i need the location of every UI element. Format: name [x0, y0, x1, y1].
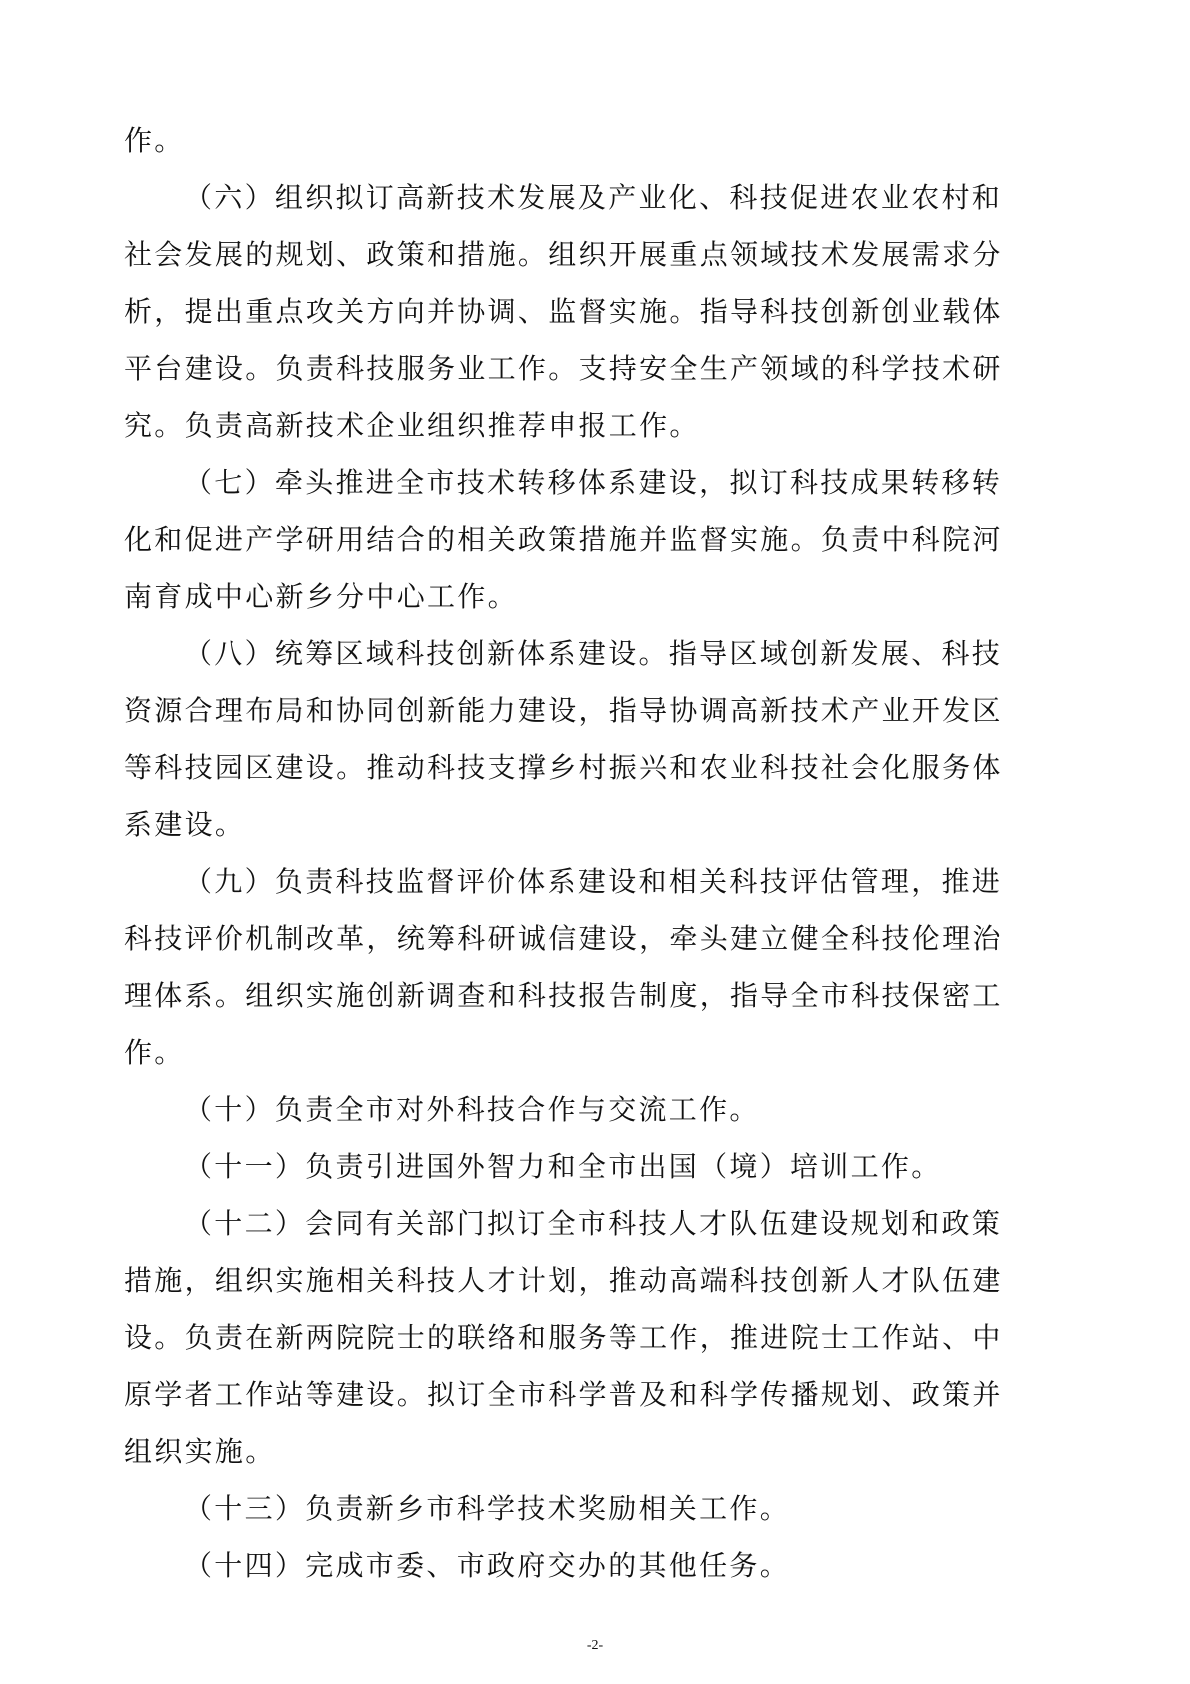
text-line: （十四）完成市委、市政府交办的其他任务。: [184, 1549, 791, 1582]
text-line: （十三）负责新乡市科学技术奖励相关工作。: [184, 1492, 791, 1525]
text-line: 社会发展的规划、政策和措施。组织开展重点领域技术发展需求分: [124, 238, 1003, 271]
text-line: 科技评价机制改革，统筹科研诚信建设，牵头建立健全科技伦理治: [124, 922, 1003, 955]
text-line: 措施，组织实施相关科技人才计划，推动高端科技创新人才队伍建: [124, 1264, 1003, 1297]
text-line: （七）牵头推进全市技术转移体系建设，拟订科技成果转移转: [184, 466, 1003, 499]
text-line: 析，提出重点攻关方向并协调、监督实施。指导科技创新创业载体: [124, 295, 1003, 328]
text-line: 原学者工作站等建设。拟订全市科学普及和科学传播规划、政策并: [124, 1378, 1003, 1411]
document-body: [124, 112, 1068, 1594]
text-line: 作。: [124, 124, 185, 157]
text-line: 究。负责高新技术企业组织推荐申报工作。: [124, 409, 700, 442]
text-line: 化和促进产学研用结合的相关政策措施并监督实施。负责中科院河: [124, 523, 1003, 556]
text-line: （八）统筹区域科技创新体系建设。指导区域创新发展、科技: [184, 637, 1003, 670]
text-line: 南育成中心新乡分中心工作。: [124, 580, 518, 613]
text-line: 作。: [124, 1036, 185, 1069]
text-line: 系建设。: [124, 808, 246, 841]
text-line: （九）负责科技监督评价体系建设和相关科技评估管理，推进: [184, 865, 1003, 898]
text-line: 平台建设。负责科技服务业工作。支持安全生产领域的科学技术研: [124, 352, 1003, 385]
text-line: 组织实施。: [124, 1435, 276, 1468]
text-line: （十）负责全市对外科技合作与交流工作。: [184, 1093, 760, 1126]
page-number: -2-: [586, 1638, 604, 1653]
text-line: 等科技园区建设。推动科技支撑乡村振兴和农业科技社会化服务体: [124, 751, 1003, 784]
text-line: 资源合理布局和协同创新能力建设，指导协调高新技术产业开发区: [124, 694, 1003, 727]
text-line: 理体系。组织实施创新调查和科技报告制度，指导全市科技保密工: [124, 979, 1003, 1012]
text-line: （十一）负责引进国外智力和全市出国（境）培训工作。: [184, 1150, 942, 1183]
text-line: （十二）会同有关部门拟订全市科技人才队伍建设规划和政策: [184, 1207, 1003, 1240]
text-line: （六）组织拟订高新技术发展及产业化、科技促进农业农村和: [184, 181, 1003, 214]
text-line: 设。负责在新两院院士的联络和服务等工作，推进院士工作站、中: [124, 1321, 1003, 1354]
